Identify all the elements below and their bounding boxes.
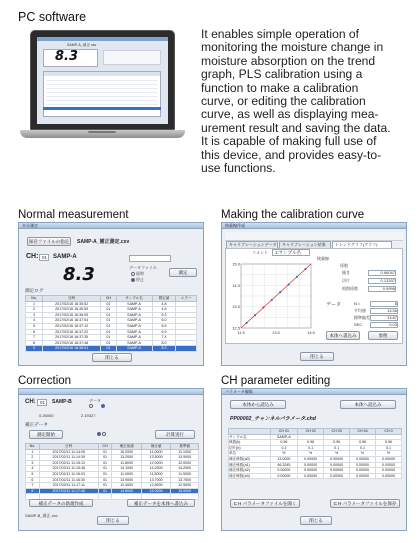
normal-measure-button[interactable]: 測定: [169, 268, 197, 277]
table-cell: 0.00000: [350, 462, 376, 468]
table-cell: 1: [26, 449, 40, 455]
column-header: CH: [98, 444, 112, 450]
chparam-save-button[interactable]: C H パラメータファイルを保存: [330, 499, 400, 508]
data-point: [254, 314, 256, 316]
description-line: graph, PLS calibration using a: [201, 67, 363, 82]
column-header: 補正前値: [112, 444, 141, 450]
table-cell: 01: [98, 471, 112, 477]
table-cell: SAMP-A: [116, 318, 152, 324]
table-cell: 0.00000: [324, 462, 350, 468]
x-tick-label: 14.0: [307, 330, 315, 335]
normal-info-field: [129, 255, 171, 262]
chparam-table: [228, 428, 402, 479]
heading-pc-software: PC software: [18, 10, 87, 24]
table-cell: %: [324, 451, 350, 457]
table-cell: 補正係数(a2): [229, 468, 271, 474]
corr-calc-button[interactable]: 計算実行: [155, 430, 195, 439]
table-cell: 01: [101, 335, 116, 341]
column-header: エラー: [176, 296, 197, 302]
column-header: CH 01: [270, 429, 298, 435]
data-point: [304, 268, 306, 270]
corr-ch-label: CH:: [25, 399, 36, 405]
corr-sample: SAMP-B: [52, 399, 72, 405]
normal-close-button[interactable]: 閉じる: [92, 353, 132, 362]
table-cell: 7.4: [152, 335, 176, 341]
column-header: 日時: [39, 444, 98, 450]
table-cell: 0.00000: [324, 473, 350, 479]
normal-ch-label: CH:: [26, 253, 39, 260]
data-point: [296, 276, 298, 278]
heading-calibration-curve: Making the calibration curve: [221, 209, 365, 221]
x-tick-label: 13.0: [272, 330, 280, 335]
column-header: No.: [26, 296, 43, 302]
description-line: urement result and saving the data.: [201, 120, 391, 135]
calib-data-label: データ: [326, 302, 342, 308]
corr-mode-label: データ: [89, 398, 101, 403]
table-cell: 11.0000: [112, 471, 141, 477]
table-cell: 01: [101, 340, 116, 346]
description-line: curve, as well as displaying mea-: [201, 107, 379, 122]
column-header: 基準値: [171, 444, 199, 450]
table-cell: 15.0000: [171, 488, 199, 494]
table-cell: 単位: [229, 451, 271, 457]
table-cell: 01: [101, 323, 116, 329]
chparam-window-title: パラメータ編集: [225, 389, 253, 394]
corr-footer: SAMP-B_補正.csv: [25, 513, 58, 518]
table-cell: 13.9000: [112, 477, 141, 483]
normal-mode-a-radio[interactable]: [131, 271, 144, 276]
param-value: 0.9996: [368, 286, 396, 292]
calib-tab[interactable]: キャリブレーションデータ: [226, 241, 278, 248]
description-line: It is capable of making full use of: [201, 134, 377, 149]
param-value: 0.96047: [368, 270, 396, 276]
table-cell: 13.5000: [141, 455, 170, 461]
table-cell: 0.00000: [324, 456, 350, 462]
table-cell: 0.96: [298, 440, 324, 446]
table-cell: %: [270, 451, 298, 457]
table-cell: 11.0000: [141, 449, 170, 455]
normal-ch-field[interactable]: 01: [39, 254, 49, 261]
corr-new-button[interactable]: 補正データの新規作成: [29, 499, 93, 507]
table-cell: 切片(b): [229, 445, 271, 451]
table-cell: 0.1: [298, 445, 324, 451]
table-cell: 8.3: [152, 346, 176, 352]
table-cell: 12.5000: [141, 483, 170, 489]
table-cell: 01: [101, 329, 116, 335]
calib-combo-label: コメント: [252, 250, 268, 255]
table-cell: 3: [26, 460, 40, 466]
table-cell: 13.7000: [141, 477, 170, 483]
description-line: function to make a calibration: [201, 80, 359, 95]
calib-save-button[interactable]: 本体へ書込み: [326, 331, 360, 340]
table-cell: SAMP-A: [116, 335, 152, 341]
table-cell: 01: [101, 318, 116, 324]
chparam-close-button[interactable]: 閉じる: [300, 516, 332, 525]
table-cell: 0.00000: [376, 456, 402, 462]
table-cell: 2017/02/11 11:15:12: [39, 460, 98, 466]
table-cell: [176, 346, 197, 352]
table-cell: 01: [98, 477, 112, 483]
table-cell: 0.00000: [298, 456, 324, 462]
table-cell: 4: [26, 466, 40, 472]
param-key: 平均値: [354, 308, 366, 313]
column-header: 測定値: [152, 296, 176, 302]
y-tick-label: 12.5: [232, 325, 240, 331]
description-line: moisture absorption on the trend: [201, 53, 376, 68]
table-cell: 0.00000: [350, 473, 376, 479]
normal-log-label: 測定ログ: [25, 288, 44, 293]
table-cell: 11.5000: [141, 471, 170, 477]
data-point: [279, 291, 281, 293]
table-cell: 2017/02/16 16:35:59: [43, 307, 101, 313]
table-cell: 0.00000: [298, 473, 324, 479]
table-cell: 2017/02/16 16:37:12: [43, 323, 101, 329]
table-cell: 5: [26, 471, 40, 477]
table-cell: 0.96: [376, 440, 402, 446]
normal-window-title: 水分測定: [22, 223, 38, 228]
laptop-window-title: SAMP-A_補正.csv: [67, 43, 97, 47]
table-cell: 2: [26, 307, 43, 313]
calib-ref-button[interactable]: 参照: [368, 331, 398, 340]
description-line: use functions.: [201, 161, 276, 176]
laptop-screen: [37, 37, 168, 124]
x-tick-label: 11.9: [237, 330, 245, 335]
calibration-chart: [227, 258, 317, 338]
table-cell: 5.3: [152, 312, 176, 318]
table-cell: 補正係数(a3): [229, 473, 271, 479]
corr-close-button[interactable]: 閉じる: [97, 516, 129, 525]
description-line: It enables simple operation of: [201, 27, 359, 41]
table-cell: 2: [26, 455, 40, 461]
normal-mode-label: データファイル: [129, 265, 157, 270]
table-cell: 12.0000: [141, 460, 170, 466]
chparam-window: [221, 388, 407, 531]
normal-measurement-window: [18, 222, 204, 366]
param-value: 8: [370, 301, 398, 307]
y-tick-label: 15.0: [232, 261, 240, 267]
table-cell: 2017/02/16 16:37:22: [43, 329, 101, 335]
chparam-read-button[interactable]: 本体から読込み: [230, 400, 286, 409]
table-cell: 14.1000: [112, 466, 141, 472]
table-cell: 01: [98, 488, 112, 494]
table-cell: 14.2000: [141, 466, 170, 472]
data-point: [271, 299, 273, 301]
table-cell: サンプル名: [229, 434, 271, 440]
table-cell: 15.0000: [141, 488, 170, 494]
calib-graph-label: 検量線: [317, 256, 329, 261]
column-header: CH 0: [376, 429, 402, 435]
table-cell: 0.1: [324, 445, 350, 451]
calib-combo[interactable]: 1:サンプル名: [272, 249, 310, 256]
table-cell: SAMP-A: [270, 434, 298, 440]
heading-ch-parameter: CH parameter editing: [221, 375, 331, 387]
table-cell: 0.1: [376, 445, 402, 451]
correction-window: [18, 388, 204, 531]
table-cell: %: [376, 451, 402, 457]
table-cell: 2017/02/11 11:14:05: [39, 449, 98, 455]
column-header: CH 02: [298, 429, 324, 435]
param-key: N =: [354, 301, 361, 306]
corr-write-button[interactable]: 補正データを本体へ書込み: [127, 499, 195, 507]
table-cell: 01: [101, 307, 116, 313]
table-cell: 1: [26, 301, 43, 307]
description-line: this device, and provides easy-to-: [201, 147, 382, 162]
table-cell: 01: [98, 466, 112, 472]
table-cell: SAMP-A: [116, 346, 152, 352]
calib-params-label: 係数: [340, 263, 348, 268]
corr-ch-field[interactable]: 01: [37, 399, 47, 406]
table-cell: 5: [26, 323, 43, 329]
laptop-value: 8.3: [55, 49, 79, 64]
table-cell: 2017/02/16 16:37:48: [43, 340, 101, 346]
table-cell: 補正係数(a0): [229, 456, 271, 462]
normal-value: 8.3: [63, 264, 95, 285]
table-cell: SAMP-A: [116, 340, 152, 346]
table-cell: 6: [26, 477, 40, 483]
param-key: 切片: [342, 278, 350, 283]
table-cell: 10.2000: [112, 449, 141, 455]
column-header: CH 03: [324, 429, 350, 435]
table-row[interactable]: [26, 346, 197, 352]
table-cell: 14.2000: [171, 466, 199, 472]
normal-file-name: SAMP-A_補正測定.csv: [77, 239, 130, 245]
calib-tab[interactable]: キャリブレーション結果: [279, 241, 331, 248]
table-cell: 係数(k): [229, 440, 271, 446]
table-cell: 6.9: [152, 329, 176, 335]
table-cell: SAMP-A: [116, 323, 152, 329]
corr-option-radio[interactable]: [97, 431, 107, 436]
table-cell: 12.0000: [171, 460, 199, 466]
table-cell: 01: [98, 455, 112, 461]
table-cell: %: [298, 451, 324, 457]
table-cell: 8: [26, 340, 43, 346]
table-cell: 0.00000: [270, 473, 298, 479]
table-cell: 13.5000: [171, 455, 199, 461]
laptop-notch: [88, 131, 116, 133]
chparam-write-button[interactable]: 本体へ読込み: [340, 400, 396, 409]
table-cell: 13.0000: [270, 456, 298, 462]
description-line: monitoring the moisture change in: [201, 40, 384, 55]
table-cell: 7: [26, 483, 40, 489]
data-point: [288, 283, 290, 285]
table-cell: 7: [26, 335, 43, 341]
description-line: curve, or editing the calibration: [201, 94, 366, 109]
corr-section-label: 補正データ: [25, 422, 48, 427]
column-header: サンプル名: [116, 296, 152, 302]
corr-measure-button[interactable]: 測定開始: [29, 430, 63, 439]
table-cell: 0.00000: [270, 468, 298, 474]
calibration-window: [221, 222, 407, 366]
table-cell: 0.96: [270, 440, 298, 446]
y-tick-label: 13.0: [232, 304, 240, 310]
table-cell: SAMP-A: [116, 301, 152, 307]
table-cell: 2017/02/11 11:17:11: [39, 483, 98, 489]
calib-tab[interactable]: トレンドグラフ(グラフ): [332, 241, 392, 248]
chparam-open-button[interactable]: C H パラメータファイルを開く: [230, 499, 300, 508]
table-cell: 11.8000: [112, 460, 141, 466]
column-header: CH 04: [350, 429, 376, 435]
column-header: 補正値: [141, 444, 170, 450]
table-cell: 12.4000: [112, 483, 141, 489]
param-value: 13.56: [370, 308, 398, 314]
normal-mode-b-label: 停止: [136, 277, 144, 282]
table-cell: 0.1: [350, 445, 376, 451]
chparam-file-name: PP00002_チャンネルパラメータ.chd: [230, 416, 316, 422]
table-cell: 11.5000: [171, 471, 199, 477]
param-key: 標準偏差: [354, 315, 370, 320]
table-cell: 0.00000: [350, 456, 376, 462]
column-header: No.: [26, 444, 40, 450]
table-cell: 4.8: [152, 307, 176, 313]
table-cell: 6.0: [152, 318, 176, 324]
corr-mode-b-radio[interactable]: [101, 403, 106, 408]
table-cell: 0.00000: [376, 468, 402, 474]
table-row[interactable]: [229, 473, 402, 479]
table-cell: 2017/02/11 11:16:03: [39, 471, 98, 477]
table-cell: 9: [26, 346, 43, 352]
table-cell: 8.0: [152, 340, 176, 346]
table-cell: 2017/02/16 16:37:04: [43, 318, 101, 324]
table-cell: 6.5: [152, 323, 176, 329]
param-value: 0.03: [370, 322, 398, 328]
table-cell: 2017/02/11 11:15:48: [39, 466, 98, 472]
table-cell: 0.00000: [350, 468, 376, 474]
param-key: SEC: [354, 322, 363, 327]
y-tick-label: 14.0: [232, 282, 240, 288]
corr-value-2: 2.19327: [81, 413, 96, 418]
table-cell: SAMP-A: [116, 307, 152, 313]
table-cell: 4: [26, 318, 43, 324]
param-key: 傾き: [342, 270, 350, 275]
table-cell: 11.1000: [171, 449, 199, 455]
heading-correction: Correction: [18, 375, 72, 387]
table-cell: 0.96: [350, 440, 376, 446]
table-cell: 46.3245: [270, 462, 298, 468]
calib-window-title: 検量線作成: [225, 223, 245, 228]
table-cell: %: [350, 451, 376, 457]
heading-normal-measurement: Normal measurement: [18, 209, 129, 221]
table-cell: 3: [26, 312, 43, 318]
table-cell: 13.2000: [112, 455, 141, 461]
normal-load-button[interactable]: 保存ファイルの指定: [28, 239, 70, 244]
table-cell: 0.00000: [324, 468, 350, 474]
table-cell: SAMP-A: [116, 329, 152, 335]
normal-log-table: [25, 295, 197, 352]
table-cell: 0.00000: [298, 462, 324, 468]
data-point: [246, 322, 248, 324]
table-cell: 2017/02/16 16:35:52: [43, 301, 101, 307]
table-cell: 2017/02/16 16:38:01: [43, 346, 101, 352]
table-cell: 01: [101, 301, 116, 307]
param-value: 0.13337: [368, 278, 396, 284]
table-cell: 4.8: [152, 301, 176, 307]
table-cell: SAMP-A: [116, 312, 152, 318]
table-cell: 0.00000: [376, 462, 402, 468]
table-cell: 2017/02/11 11:17:45: [39, 488, 98, 494]
table-cell: 2017/02/16 16:37:35: [43, 335, 101, 341]
description-paragraph: [201, 28, 413, 175]
corr-value-1: 0.26000: [39, 413, 54, 418]
table-cell: 2017/02/11 11:14:39: [39, 455, 98, 461]
data-point: [262, 307, 264, 309]
param-value: 13.87: [370, 315, 398, 321]
table-cell: 6: [26, 329, 43, 335]
table-cell: 01: [101, 312, 116, 318]
table-cell: 0.00000: [376, 473, 402, 479]
table-cell: 01: [98, 449, 112, 455]
table-cell: 12.5000: [171, 483, 199, 489]
table-cell: 0.00000: [298, 468, 324, 474]
table-cell: 13.7000: [171, 477, 199, 483]
table-cell: 2017/02/11 11:16:30: [39, 477, 98, 483]
column-header: CH: [101, 296, 116, 302]
correction-table: [25, 443, 199, 500]
table-cell: 01: [98, 483, 112, 489]
normal-sample-name: SAMP-A: [53, 254, 77, 260]
normal-mode-b-radio[interactable]: [131, 277, 144, 282]
table-cell: 2017/02/16 16:36:05: [43, 312, 101, 318]
calib-close-button[interactable]: 閉じる: [300, 352, 334, 361]
table-cell: [98, 494, 112, 500]
table-cell: 01: [98, 460, 112, 466]
table-cell: 補正係数(a1): [229, 462, 271, 468]
table-cell: 0.96: [324, 440, 350, 446]
table-cell: 14.8000: [112, 488, 141, 494]
corr-mode-a-radio[interactable]: [89, 403, 94, 408]
table-cell: 01: [101, 346, 116, 352]
normal-mode-a-label: 経時: [136, 271, 144, 276]
column-header: 日時: [43, 296, 101, 302]
table-cell: 0.1: [270, 445, 298, 451]
table-cell: 8: [26, 488, 40, 494]
param-key: 相関係数: [342, 286, 358, 291]
